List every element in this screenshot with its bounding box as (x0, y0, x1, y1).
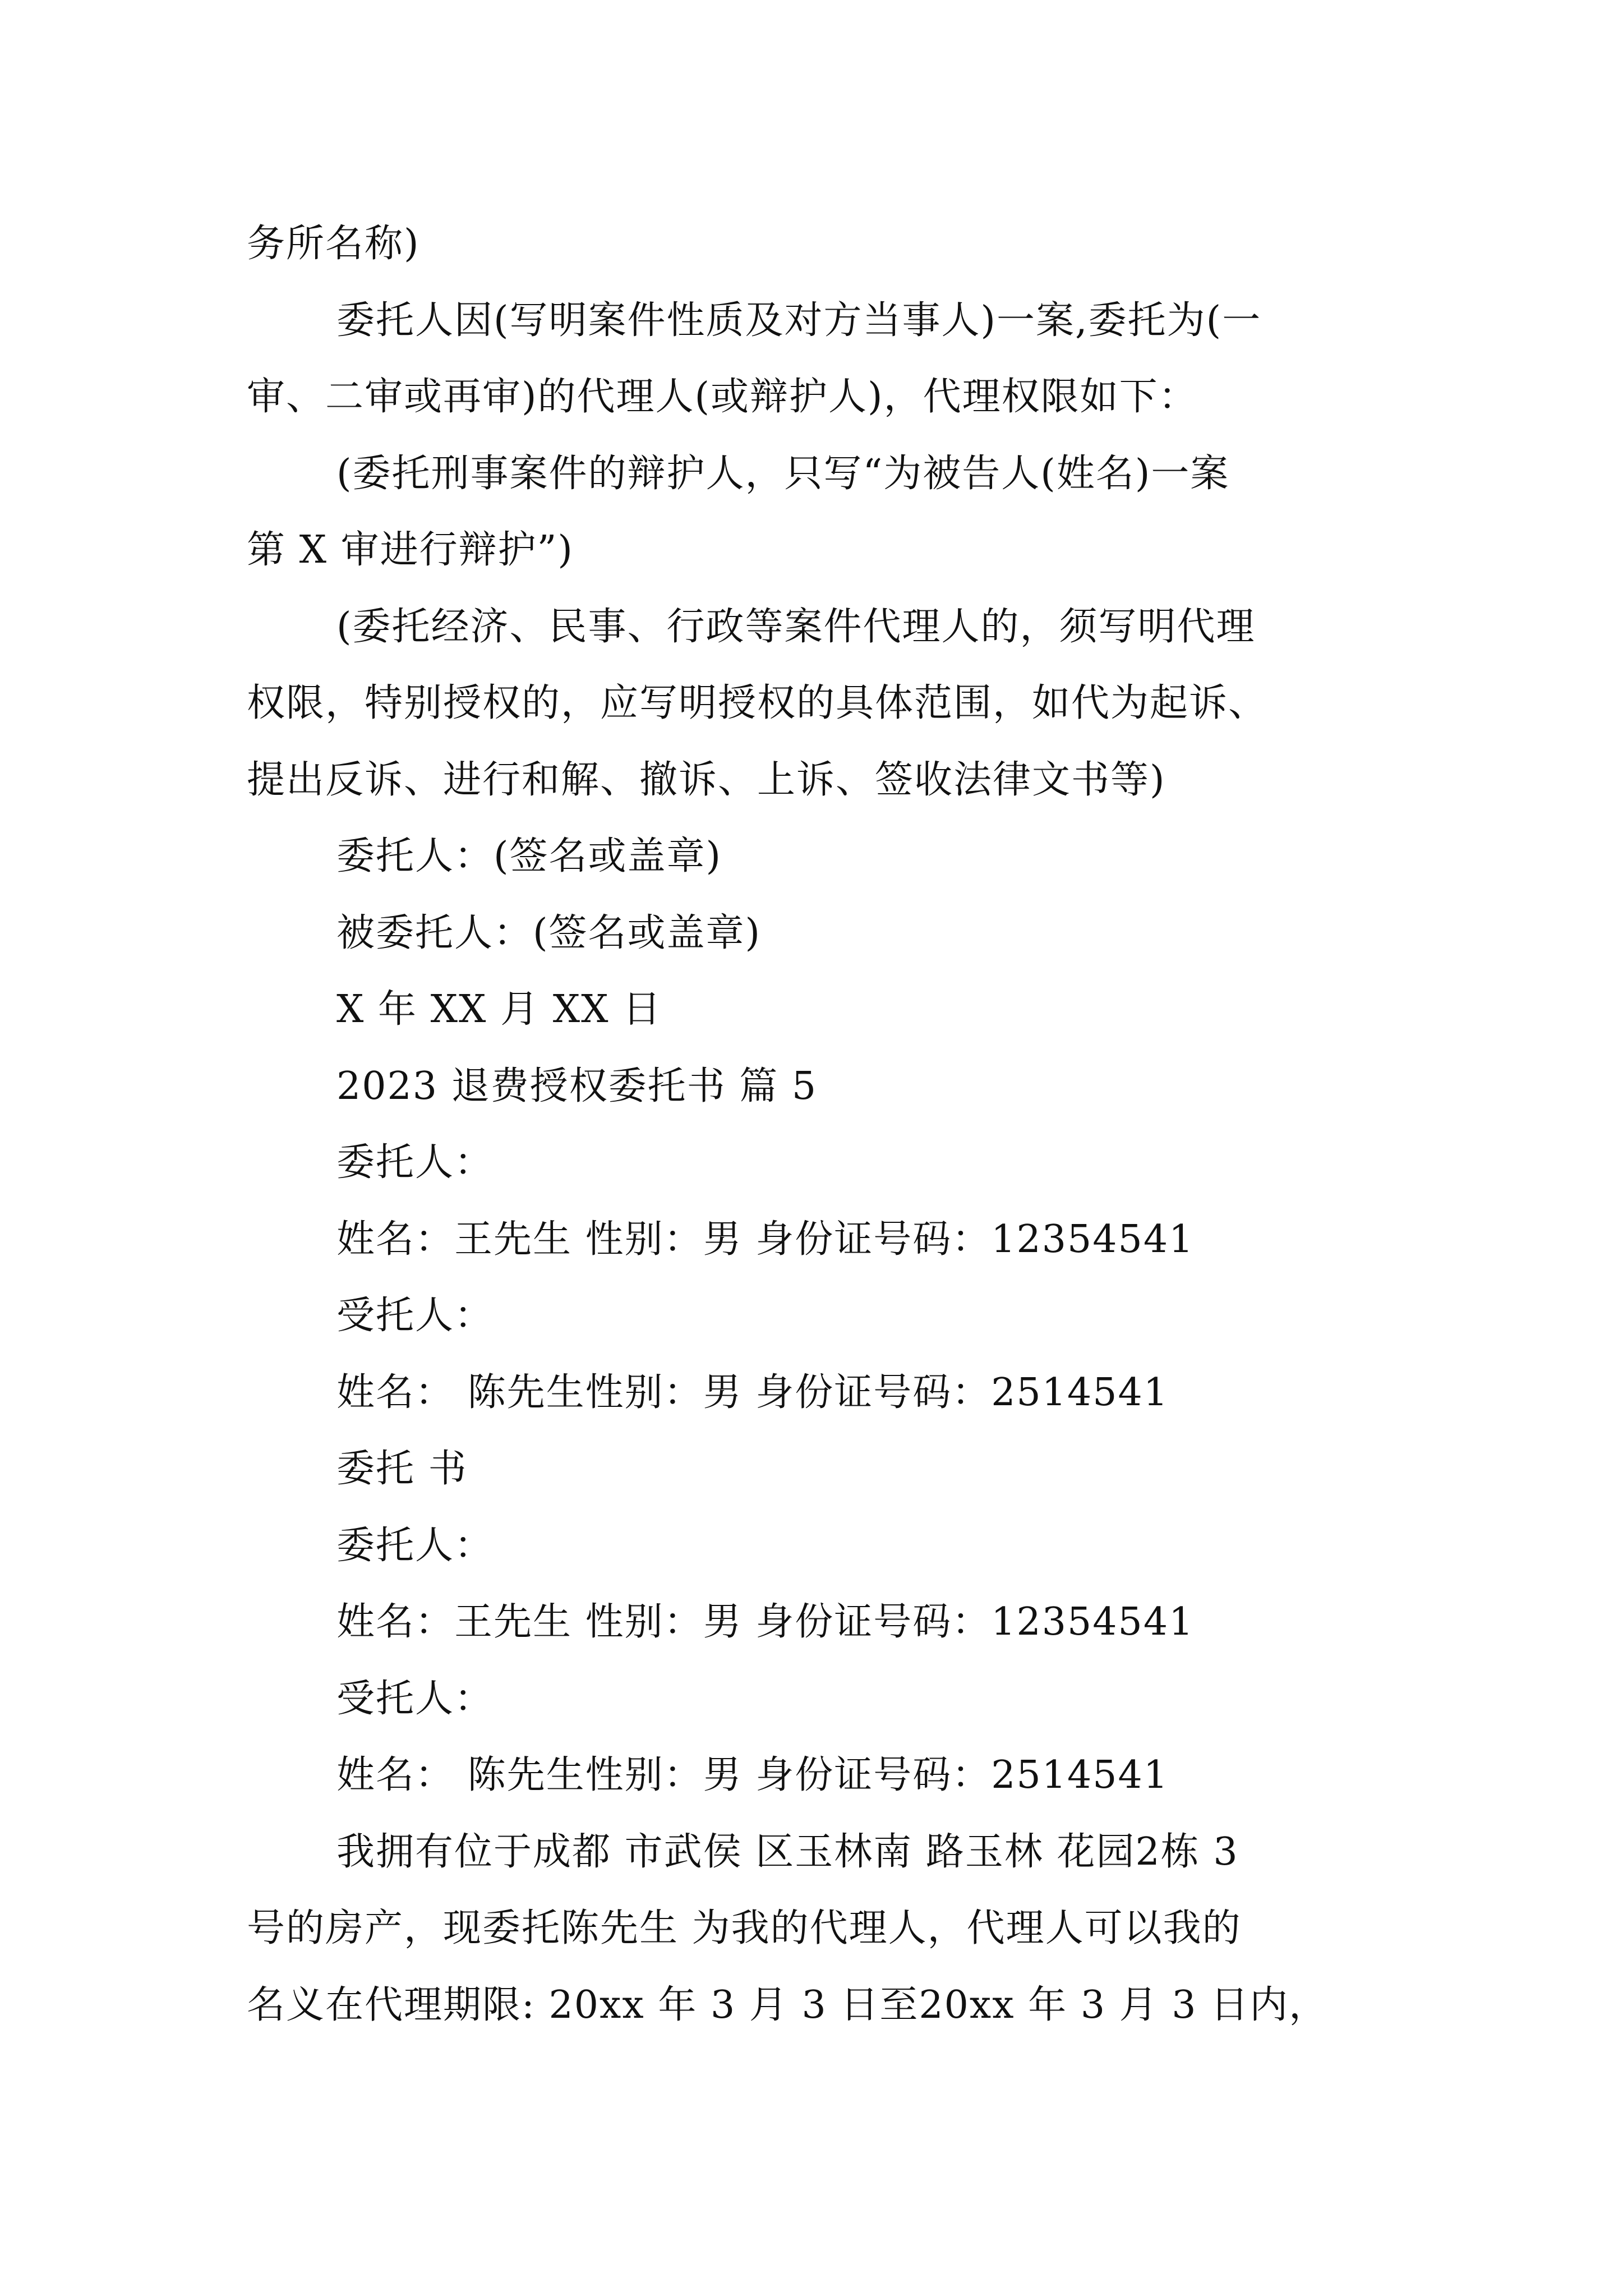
text-line: 审、二审或再审)的代理人(或辩护人)，代理权限如下： (247, 375, 1198, 419)
document-subtitle: 委托 书 (336, 1447, 468, 1491)
section-heading: 2023 退费授权委托书 篇 5 (336, 1064, 818, 1108)
text-line: 受托人： (336, 1294, 494, 1338)
signature-line-principal: 委托人：(签名或盖章) (336, 834, 722, 878)
agent-info: 姓名： 陈先生性别：男 身份证号码：2514541 (336, 1753, 1169, 1797)
text-line: 我拥有位于成都 市武侯 区玉林南 路玉林 花园2栋 3 (336, 1830, 1239, 1874)
text-line: 名义在代理期限: 20xx 年 3 月 3 日至20xx 年 3 月 3 日内， (247, 1983, 1329, 2027)
agent-info: 姓名： 陈先生性别：男 身份证号码：2514541 (336, 1370, 1169, 1415)
principal-info: 姓名：王先生 性别：男 身份证号码：12354541 (336, 1217, 1195, 1262)
text-line: 第 X 审进行辩护”) (247, 528, 574, 572)
text-line: (委托刑事案件的辩护人，只写“为被告人(姓名)一案 (336, 452, 1230, 496)
text-line: 委托人： (336, 1524, 494, 1568)
text-line: 提出反诉、进行和解、撤诉、上诉、签收法律文书等) (247, 758, 1166, 802)
principal-info: 姓名：王先生 性别：男 身份证号码：12354541 (336, 1600, 1195, 1644)
signature-line-agent: 被委托人：(签名或盖章) (336, 911, 762, 955)
text-line: 权限，特别授权的，应写明授权的具体范围，如代为起诉、 (247, 681, 1268, 725)
text-line: 委托人因(写明案件性质及对方当事人)一案,委托为(一 (336, 298, 1262, 343)
text-line: 受托人： (336, 1677, 494, 1721)
text-line: 号的房产，现委托陈先生 为我的代理人，代理人可以我的 (247, 1906, 1242, 1950)
text-line: (委托经济、民事、行政等案件代理人的，须写明代理 (336, 605, 1256, 649)
text-line: 务所名称) (247, 222, 420, 266)
date-line: X 年 XX 月 XX 日 (336, 987, 662, 1032)
text-line: 委托人： (336, 1140, 494, 1185)
